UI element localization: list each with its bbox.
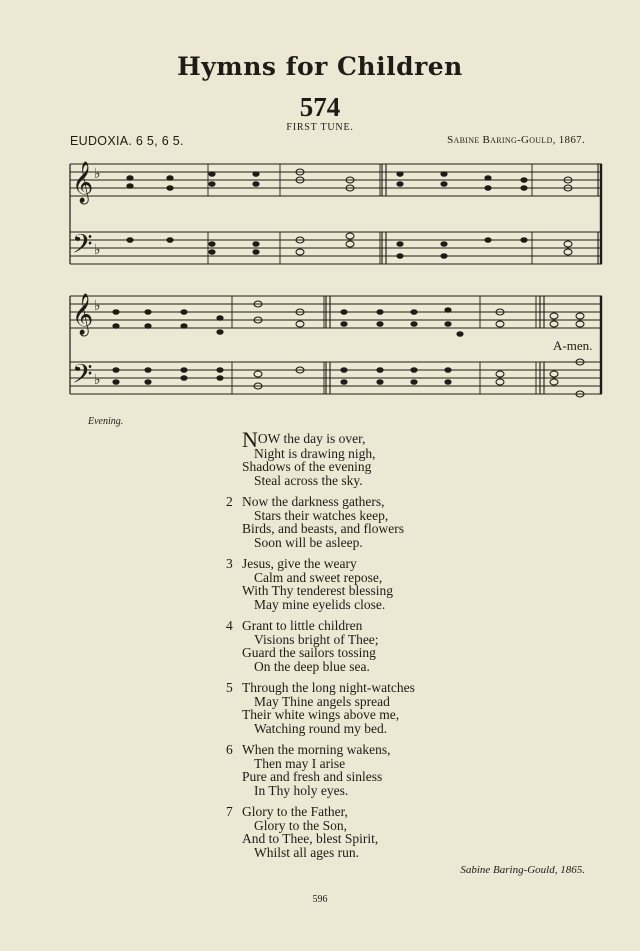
stanza-1 [212, 427, 592, 488]
stanza-2 [212, 495, 592, 549]
hymn-number: 574 [299, 92, 341, 122]
tune-label: FIRST TUNE. [286, 122, 354, 133]
verse-line: In Thy holy eyes. [254, 782, 349, 798]
stanza-number: 3 [226, 556, 233, 571]
verse-line: NOW the day is over, [242, 427, 366, 452]
music-system-2 [70, 293, 602, 397]
verse-line: Stars their watches keep, [254, 507, 389, 523]
stanza-number: 6 [226, 742, 233, 757]
stanza-number: 2 [226, 494, 233, 509]
flat-key-icon: ♭ [94, 242, 101, 258]
verse-line: Soon will be asleep. [254, 534, 363, 550]
stanza-7 [212, 805, 592, 859]
verse-line: Night is drawing nigh, [254, 445, 376, 461]
verse-line: Watching round my bed. [254, 720, 388, 736]
bass-staff-1 [70, 232, 602, 264]
verse-line: Grant to little children [242, 618, 363, 633]
verse-line: Calm and sweet repose, [254, 569, 383, 585]
stanza-5 [212, 681, 592, 735]
verse-line: Jesus, give the weary [242, 556, 357, 571]
stanza-number: 7 [226, 804, 233, 819]
stanza-3 [212, 557, 592, 611]
flat-key-icon: ♭ [94, 298, 101, 314]
section-label: Evening. [88, 416, 124, 427]
verse-line: On the deep blue sea. [254, 658, 370, 674]
text-author: Sabine Baring-Gould, 1865. [460, 864, 585, 876]
composer-credit: Sabine Baring-Gould, 1867. [447, 134, 585, 146]
verse-line: Now the darkness gathers, [242, 494, 385, 509]
tune-name: EUDOXIA. 6 5, 6 5. [70, 134, 184, 148]
verse-line: Whilst all ages run. [254, 844, 359, 860]
amen-lyric: A-men. [553, 338, 593, 353]
verse-line: Pure and fresh and sinless [242, 769, 383, 784]
flat-key-icon: ♭ [94, 372, 101, 388]
verse-line: Steal across the sky. [254, 472, 363, 488]
bass-staff-2 [70, 362, 602, 394]
treble-clef-icon: 𝄞 [72, 294, 94, 335]
verse-line: And to Thee, blest Spirit, [242, 831, 379, 846]
stanza-4 [212, 619, 592, 673]
verse-line: Shadows of the evening [242, 459, 372, 474]
drop-cap: N [242, 427, 258, 452]
music-score [60, 150, 620, 410]
verse-line: With Thy tenderest blessing [242, 583, 394, 598]
bass-clef-icon: 𝄢 [72, 228, 93, 266]
hymn-verses [212, 427, 592, 867]
page-number: 596 [312, 894, 328, 905]
verse-line: Glory to the Son, [254, 817, 347, 833]
verse-line: May Thine angels spread [254, 693, 390, 709]
stanza-6 [212, 743, 592, 797]
verse-line: Then may I arise [254, 755, 346, 771]
bass-clef-icon: 𝄢 [72, 358, 93, 396]
verse-line: Guard the sailors tossing [242, 645, 376, 660]
verse-line: Glory to the Father, [242, 804, 348, 819]
stanza-number: 4 [226, 618, 233, 633]
treble-clef-icon: 𝄞 [72, 162, 94, 203]
flat-key-icon: ♭ [94, 166, 101, 182]
stanza-number: 5 [226, 680, 233, 695]
verse-line: Their white wings above me, [242, 707, 400, 722]
page-title: Hymns for Children [177, 52, 463, 81]
verse-line: Through the long night-watches [242, 680, 415, 695]
verse-line: When the morning wakens, [242, 742, 391, 757]
verse-line: Birds, and beasts, and flowers [242, 521, 404, 536]
verse-line: May mine eyelids close. [254, 596, 386, 612]
music-system-1 [70, 161, 602, 266]
verse-line: Visions bright of Thee; [254, 631, 379, 647]
